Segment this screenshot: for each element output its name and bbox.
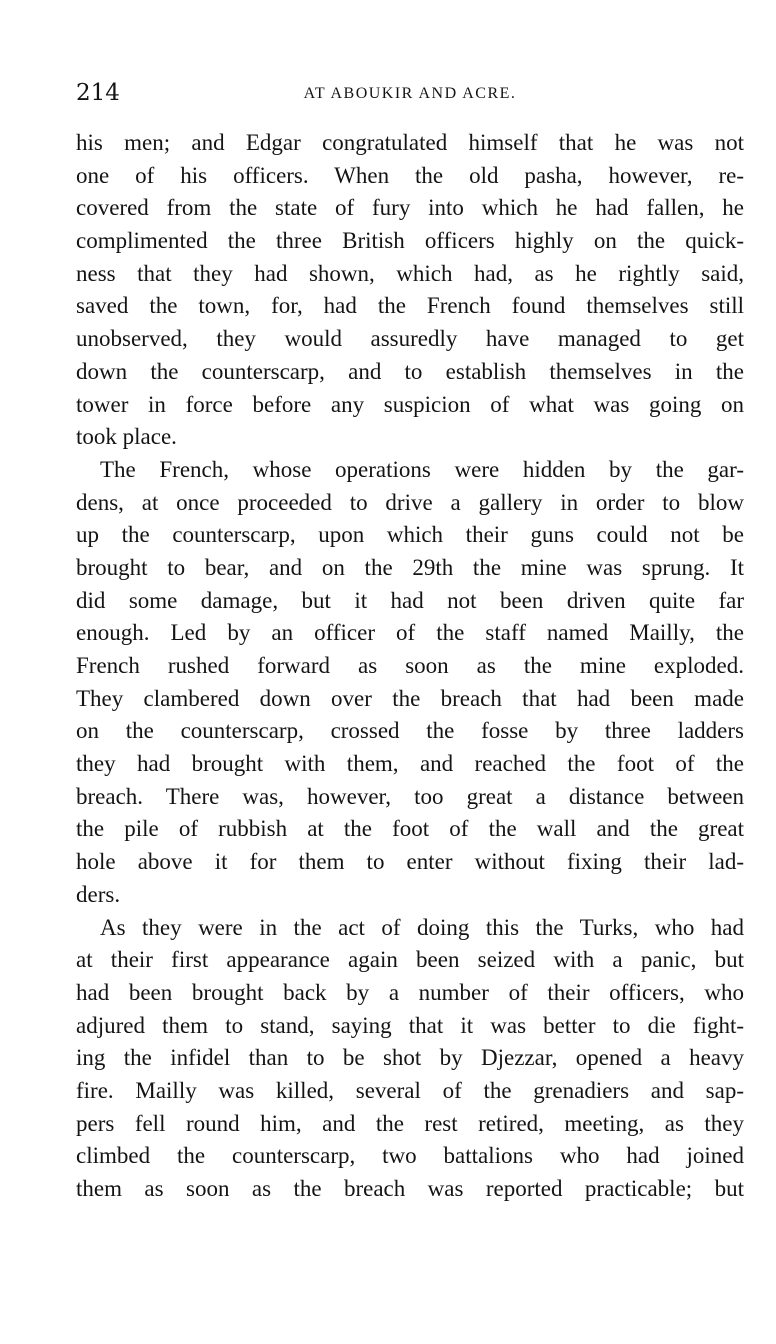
text-line: took place. [76, 424, 177, 450]
body-text [76, 127, 744, 1206]
text-line: them as soon as the breach was reported practicable; but [76, 1176, 744, 1201]
text-line: covered from the state of fury into which he had fallen, he [76, 195, 744, 221]
text-line: breach. There was, however, too great a distance between [76, 783, 744, 809]
text-line: tower in force before any suspicion of what was going on [76, 391, 744, 417]
text-line: They clambered down over the breach that had been made [76, 685, 744, 711]
text-line: one of his officers. When the old pasha, however, re- [76, 162, 744, 188]
text-line: complimented the three British officers highly on the quick- [76, 228, 744, 254]
text-line: had been brought back by a number of their officers, who [76, 979, 744, 1005]
text-line: hole above it for them to enter without fixing their lad- [76, 849, 744, 875]
running-head: AT ABOUKIR AND ACRE. [303, 85, 517, 102]
text-line: down the counterscarp, and to establish themselves in the [76, 358, 744, 384]
page-header [76, 80, 744, 114]
text-line: did some damage, but it had not been driven quite far [76, 587, 744, 613]
text-line: The French, whose operations were hidden by the gar- [100, 456, 744, 482]
text-line: his men; and Edgar congratulated himself that he was not [76, 130, 744, 155]
text-line: ness that they had shown, which had, as he rightly said, [76, 260, 744, 286]
text-line: up the counterscarp, upon which their guns could not be [76, 522, 744, 548]
page-number: 214 [76, 80, 120, 106]
text-line: fire. Mailly was killed, several of the grenadiers and sap- [76, 1077, 744, 1103]
text-line: at their first appearance again been seized with a panic, but [76, 947, 744, 973]
text-line: ders. [76, 881, 121, 907]
text-line: brought to bear, and on the 29th the mine was sprung. It [76, 554, 744, 580]
text-line: saved the town, for, had the French found themselves still [76, 293, 744, 319]
text-line: climbed the counterscarp, two battalions who had joined [76, 1143, 744, 1169]
text-line: adjured them to stand, saying that it was better to die fight- [76, 1012, 744, 1038]
text-line: enough. Led by an officer of the staff named Mailly, the [76, 620, 744, 646]
text-line: dens, at once proceeded to drive a gallery in order to blow [76, 489, 744, 515]
text-line: the pile of rubbish at the foot of the wall and the great [76, 816, 744, 842]
text-line: French rushed forward as soon as the mine exploded. [76, 653, 744, 678]
text-line: As they were in the act of doing this the Turks, who had [100, 914, 744, 940]
text-line: they had brought with them, and reached the foot of the [76, 751, 744, 777]
text-line: ing the infidel than to be shot by Djezzar, opened a heavy [76, 1045, 744, 1071]
text-line: pers fell round him, and the rest retired, meeting, as they [76, 1110, 744, 1136]
text-line: unobserved, they would assuredly have managed to get [76, 326, 744, 352]
text-line: on the counterscarp, crossed the fosse by three ladders [76, 718, 744, 744]
